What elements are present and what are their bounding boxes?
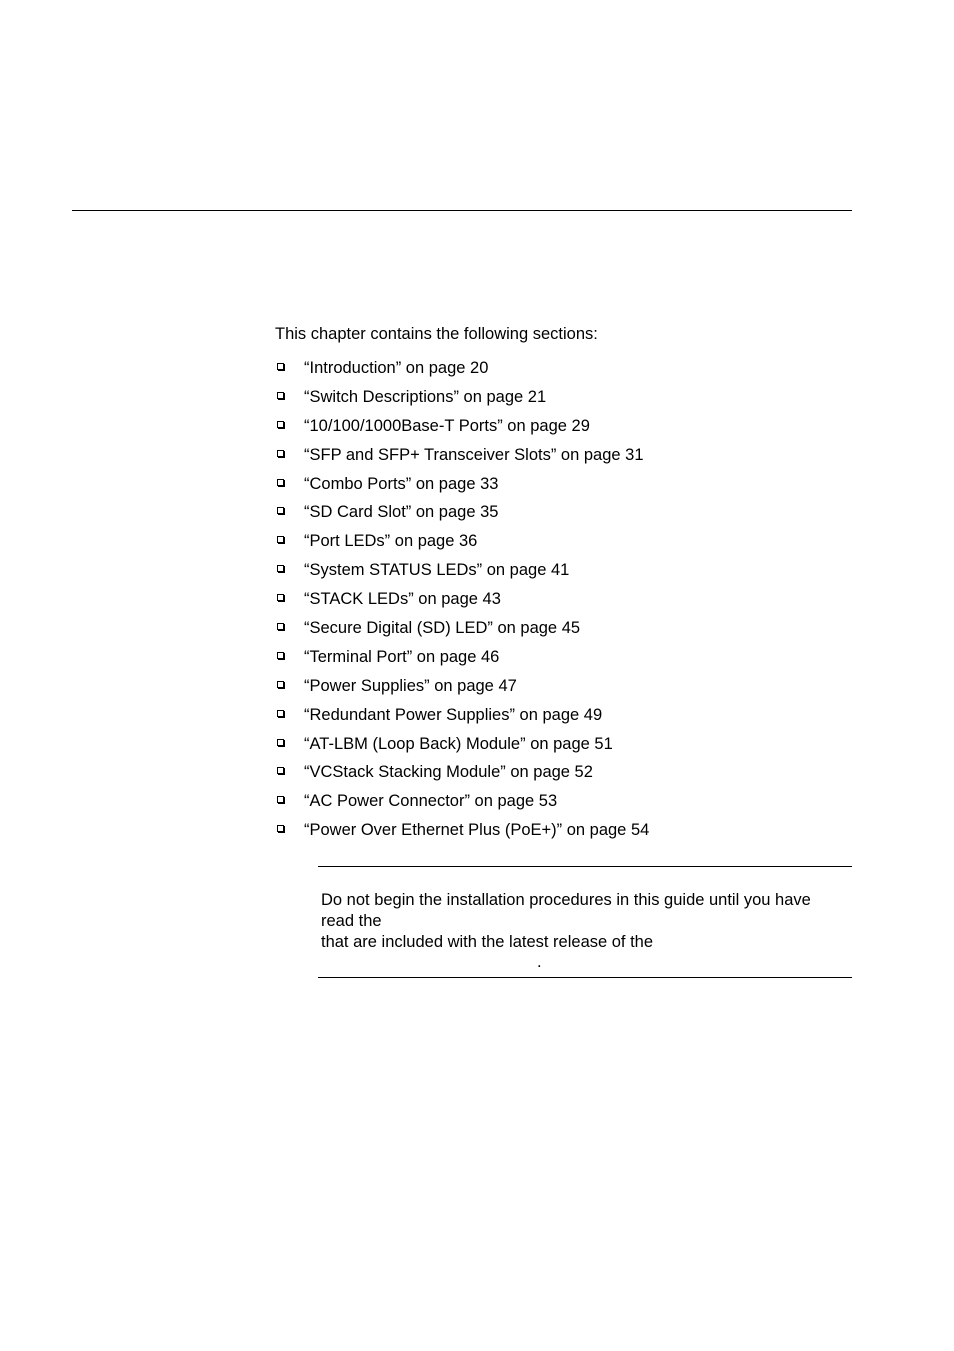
- checkbox-bullet-icon: [277, 594, 284, 601]
- section-link[interactable]: “10/100/1000Base-T Ports” on page 29: [304, 416, 590, 435]
- section-link[interactable]: “Combo Ports” on page 33: [304, 474, 499, 493]
- checkbox-bullet-icon: [277, 623, 284, 630]
- checkbox-bullet-icon: [277, 479, 284, 486]
- checkbox-bullet-icon: [277, 363, 284, 370]
- header-divider: [72, 210, 852, 211]
- note-top-divider: [318, 866, 852, 867]
- checkbox-bullet-icon: [277, 652, 284, 659]
- checkbox-bullet-icon: [277, 825, 284, 832]
- section-link[interactable]: “SFP and SFP+ Transceiver Slots” on page 31: [304, 445, 644, 464]
- section-link[interactable]: “AC Power Connector” on page 53: [304, 792, 558, 811]
- section-link[interactable]: “SD Card Slot” on page 35: [304, 503, 499, 522]
- checkbox-bullet-icon: [277, 450, 284, 457]
- checkbox-bullet-icon: [277, 796, 284, 803]
- note-text-line: read the: [321, 912, 382, 930]
- section-link[interactable]: “Redundant Power Supplies” on page 49: [304, 705, 603, 724]
- checkbox-bullet-icon: [277, 767, 284, 774]
- note-text-line: that are included with the latest release of the: [321, 933, 654, 951]
- checkbox-bullet-icon: [277, 536, 284, 543]
- section-link[interactable]: “Power Supplies” on page 47: [304, 676, 517, 695]
- note-text-line: Do not begin the installation procedures in this guide until you have: [321, 891, 811, 909]
- checkbox-bullet-icon: [277, 681, 284, 688]
- checkbox-bullet-icon: [277, 421, 284, 428]
- checkbox-bullet-icon: [277, 392, 284, 399]
- section-link[interactable]: “STACK LEDs” on page 43: [304, 590, 501, 609]
- checkbox-bullet-icon: [277, 710, 284, 717]
- section-link[interactable]: “Switch Descriptions” on page 21: [304, 387, 547, 406]
- note-text-line: .: [537, 953, 542, 971]
- section-link[interactable]: “Port LEDs” on page 36: [304, 532, 478, 551]
- checkbox-bullet-icon: [277, 507, 284, 514]
- section-link[interactable]: “AT-LBM (Loop Back) Module” on page 51: [304, 734, 613, 753]
- section-link[interactable]: “Power Over Ethernet Plus (PoE+)” on page 54: [304, 821, 650, 840]
- checkbox-bullet-icon: [277, 739, 284, 746]
- section-link[interactable]: “Secure Digital (SD) LED” on page 45: [304, 619, 581, 638]
- section-link[interactable]: “System STATUS LEDs” on page 41: [304, 561, 570, 580]
- section-link[interactable]: “Introduction” on page 20: [304, 359, 489, 377]
- checkbox-bullet-icon: [277, 565, 284, 572]
- section-link[interactable]: “VCStack Stacking Module” on page 52: [304, 763, 593, 782]
- section-link[interactable]: “Terminal Port” on page 46: [304, 647, 500, 666]
- chapter-intro: This chapter contains the following sections:: [275, 325, 598, 343]
- note-bottom-divider: [318, 977, 852, 978]
